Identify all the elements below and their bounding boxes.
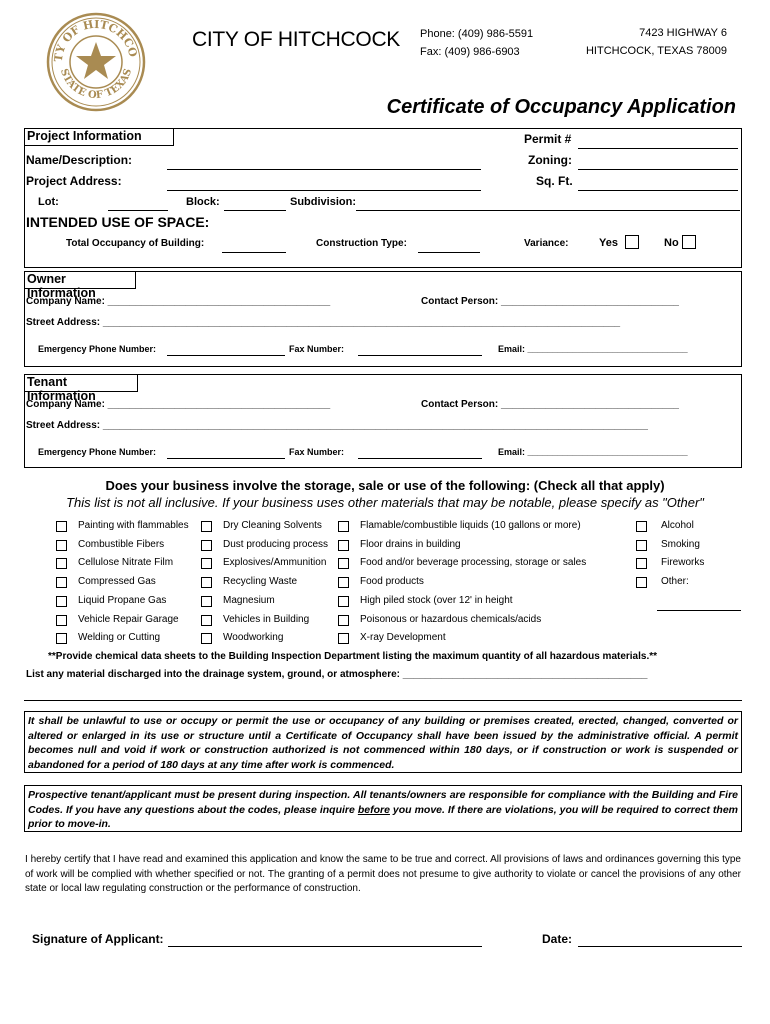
material-checkbox[interactable] [338, 596, 349, 607]
project-address-field[interactable] [167, 190, 481, 191]
material-checkbox[interactable] [56, 615, 67, 626]
unlawful-notice-text: It shall be unlawful to use or occupy or permit the use or occupancy of any building or premises created, erected, changed, converted or altered or enlarged in its use or structure until a Certificate of Occupancy shall have been issued by the administrative official. A permit becomes null and void if work or construction authorized is not commenced within 180 days, or if construction or work is suspended or abandoned for a period of 180 days at any time after work is commenced. [28, 715, 738, 771]
material-label: Vehicle Repair Garage [78, 614, 179, 625]
material-label: Woodworking [223, 632, 284, 643]
occupancy-label: Total Occupancy of Building: [66, 238, 205, 249]
block-label: Block: [186, 196, 220, 208]
material-checkbox[interactable] [56, 540, 67, 551]
material-checkbox[interactable] [636, 540, 647, 551]
seal-top-text: TY OF HITCHCO [51, 17, 140, 63]
tenant-fax-label: Fax Number: [289, 447, 345, 457]
inspection-notice-text [28, 788, 738, 832]
sqft-field[interactable] [578, 190, 738, 191]
material-checkbox[interactable] [338, 521, 349, 532]
unlawful-notice [24, 711, 742, 773]
lot-field[interactable] [108, 210, 168, 211]
certification-text: I hereby certify that I have read and examined this application and know the same to be true and correct. All provisions of laws and ordinances governing this type of work will be complied with whether specified or not. The granting of a permit does not presume to give authority to violate or cancel the provisions of any other state or local law regulating construction or the performance of construction. [25, 854, 741, 894]
owner-email-label: Email: ________________________________ [498, 344, 688, 354]
tenant-section-label: Tenant Information [24, 374, 138, 392]
address-line-2: HITCHCOCK, TEXAS 78009 [585, 45, 727, 57]
other-field[interactable] [657, 610, 741, 611]
construction-type-label: Construction Type: [316, 238, 407, 249]
material-checkbox[interactable] [338, 558, 349, 569]
star-icon [76, 42, 116, 79]
construction-type-field[interactable] [418, 252, 480, 253]
material-checkbox[interactable] [636, 577, 647, 588]
material-label: Floor drains in building [360, 539, 461, 550]
tenant-contact-label: Contact Person: ________________________________ [421, 399, 679, 410]
name-description-field[interactable] [167, 169, 481, 170]
seal-bottom-text: STATE OF TEXAS [57, 67, 135, 102]
inspection-notice [24, 785, 742, 832]
owner-emergency-field[interactable] [167, 355, 285, 356]
sqft-label: Sq. Ft. [536, 174, 573, 188]
variance-no-checkbox[interactable] [682, 235, 696, 249]
owner-contact-label: Contact Person: ________________________________ [421, 296, 679, 307]
material-label: High piled stock (over 12' in height [360, 595, 513, 606]
material-label: Cellulose Nitrate Film [78, 557, 174, 568]
material-label: Explosives/Ammunition [223, 557, 327, 568]
svg-text:STATE OF TEXAS [58, 68, 134, 102]
variance-no-label: No [664, 237, 679, 249]
material-label: Alcohol [661, 520, 694, 531]
material-label: Dry Cleaning Solvents [223, 520, 322, 531]
occupancy-field[interactable] [222, 252, 286, 253]
owner-emergency-label: Emergency Phone Number: [38, 344, 157, 354]
date-field[interactable] [578, 946, 742, 947]
tenant-email-label: Email: ________________________________ [498, 447, 688, 457]
material-checkbox[interactable] [636, 521, 647, 532]
permit-field[interactable] [578, 148, 738, 149]
city-seal [46, 12, 146, 112]
zoning-label: Zoning: [528, 153, 572, 167]
material-label: Combustible Fibers [78, 539, 165, 550]
material-label: Poisonous or hazardous chemicals/acids [360, 614, 542, 625]
material-label: Vehicles in Building [223, 614, 310, 625]
owner-section-label: Owner Information [24, 271, 136, 289]
intended-use-label: INTENDED USE OF SPACE: [26, 214, 210, 230]
material-label: Compressed Gas [78, 576, 156, 587]
material-checkbox[interactable] [56, 558, 67, 569]
material-checkbox[interactable] [56, 633, 67, 644]
form-title: Certificate of Occupancy Application [386, 96, 736, 118]
project-section-label: Project Information [24, 128, 174, 146]
inspection-text-b: you move. If there are violations, you will be required to correct them prior to move-in. [28, 803, 739, 830]
material-checkbox[interactable] [56, 596, 67, 607]
permit-label: Permit # [524, 132, 572, 146]
material-label: Food products [360, 576, 424, 587]
tenant-fax-field[interactable] [358, 458, 482, 459]
inspection-before: before [357, 803, 390, 816]
material-label: Welding or Cutting [78, 632, 161, 643]
subdivision-field[interactable] [356, 210, 740, 211]
material-label: Food and/or beverage processing, storage or sales [360, 557, 587, 568]
phone: Phone: (409) 986-5591 [420, 28, 534, 40]
chemical-note: **Provide chemical data sheets to the Building Inspection Department listing the maximum quantity of all hazardous materials.** [48, 651, 658, 662]
material-label: Other: [661, 576, 689, 587]
drainage-field[interactable] [24, 700, 742, 701]
material-checkbox[interactable] [201, 577, 212, 588]
material-checkbox[interactable] [201, 596, 212, 607]
signature-label: Signature of Applicant: [32, 932, 164, 946]
material-label: X-ray Development [360, 632, 446, 643]
material-checkbox[interactable] [56, 577, 67, 588]
material-checkbox[interactable] [201, 540, 212, 551]
tenant-emergency-label: Emergency Phone Number: [38, 447, 157, 457]
material-checkbox[interactable] [201, 558, 212, 569]
owner-fax-label: Fax Number: [289, 344, 345, 354]
variance-yes-checkbox[interactable] [625, 235, 639, 249]
variance-label: Variance: [524, 238, 569, 249]
material-checkbox[interactable] [338, 615, 349, 626]
project-address-label: Project Address: [26, 174, 122, 188]
zoning-field[interactable] [578, 169, 738, 170]
material-label: Recycling Waste [223, 576, 298, 587]
fax: Fax: (409) 986-6903 [420, 46, 520, 58]
material-checkbox[interactable] [338, 577, 349, 588]
name-description-label: Name/Description: [26, 153, 133, 167]
material-checkbox[interactable] [338, 633, 349, 644]
material-checkbox[interactable] [201, 615, 212, 626]
subdivision-label: Subdivision: [290, 196, 356, 208]
block-field[interactable] [224, 210, 286, 211]
material-checkbox[interactable] [56, 521, 67, 532]
material-checkbox[interactable] [338, 540, 349, 551]
signature-field[interactable] [168, 946, 482, 947]
tenant-street-label: Street Address: __________________________________________________________________________________________________ [26, 420, 648, 431]
material-checkbox[interactable] [636, 558, 647, 569]
owner-company-label: Company Name: ________________________________________ [26, 296, 331, 307]
material-checkbox[interactable] [201, 633, 212, 644]
date-label: Date: [542, 932, 573, 946]
variance-yes-label: Yes [599, 237, 618, 249]
material-label: Magnesium [223, 595, 275, 606]
material-label: Dust producing process [223, 539, 329, 550]
material-label: Flamable/combustible liquids (10 gallons or more) [360, 520, 581, 531]
material-label: Liquid Propane Gas [78, 595, 167, 606]
city-name: CITY OF HITCHCOCK [192, 28, 401, 51]
material-label: Smoking [661, 539, 700, 550]
tenant-emergency-field[interactable] [167, 458, 285, 459]
materials-question: Does your business involve the storage, sale or use of the following: (Check all that apply) [105, 478, 665, 493]
materials-note: This list is not all inclusive. If your business uses other materials that may be notable, please specify as "Other" [66, 495, 704, 510]
owner-street-label: Street Address: _____________________________________________________________________________________________ [26, 317, 621, 328]
material-checkbox[interactable] [201, 521, 212, 532]
owner-fax-field[interactable] [358, 355, 482, 356]
drainage-label: List any material discharged into the drainage system, ground, or atmosphere: ____________________________________________ [26, 669, 648, 680]
tenant-company-label: Company Name: ________________________________________ [26, 399, 331, 410]
lot-label: Lot: [38, 196, 59, 208]
address-line-1: 7423 HIGHWAY 6 [639, 27, 727, 39]
material-label: Painting with flammables [78, 520, 189, 531]
inspection-text-a: Prospective tenant/applicant must be present during inspection. All tenants/owners are responsible for compliance with the Building and Fire Codes. If you have any questions about the codes, please inquire [28, 789, 738, 816]
material-label: Fireworks [661, 557, 705, 568]
